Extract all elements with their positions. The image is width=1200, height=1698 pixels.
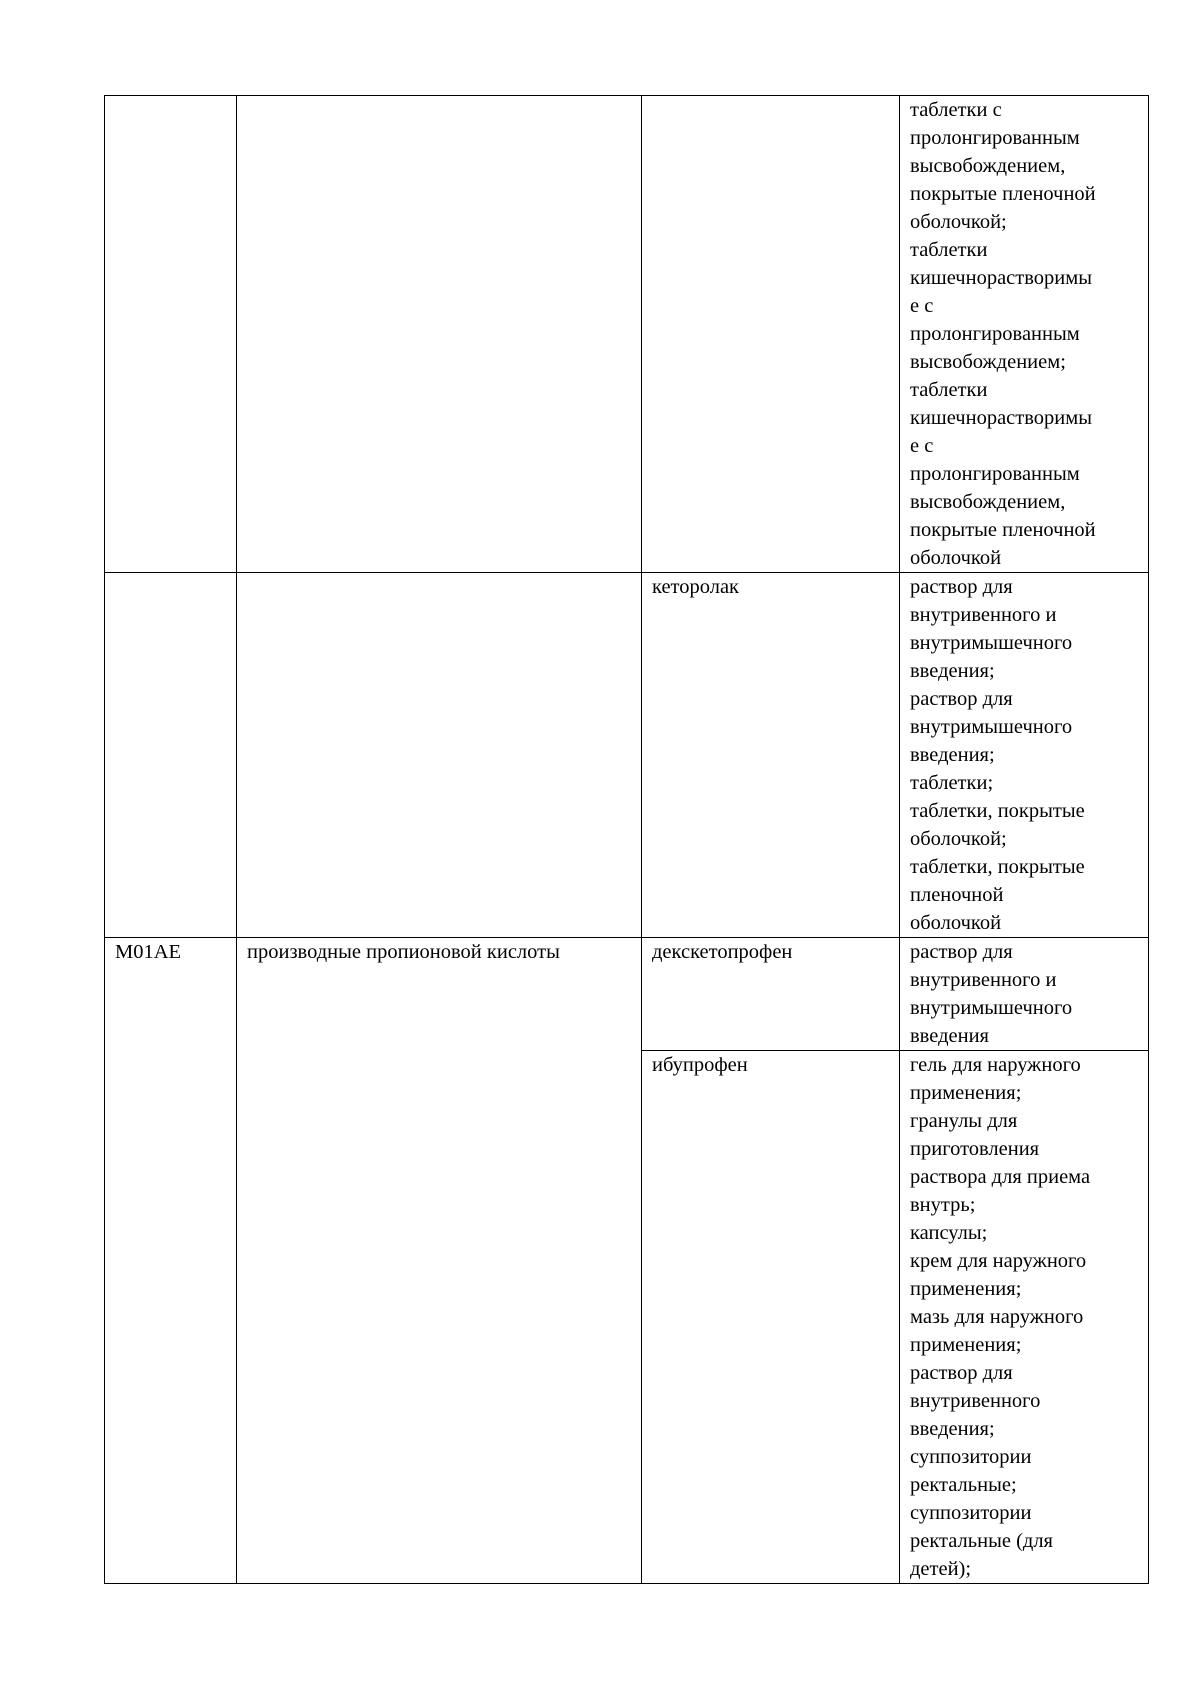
dosage-form-line: приготовления: [910, 1138, 1040, 1160]
dosage-form-line: капсулы;: [910, 1222, 988, 1244]
dosage-form-line: оболочкой;: [910, 211, 1007, 233]
dosage-form-line: оболочкой: [910, 547, 1002, 569]
dosage-form-line: высвобождением,: [910, 491, 1066, 513]
drug-name-cell: ибупрофен: [642, 1051, 900, 1584]
atc-code-cell: M01AE: [105, 938, 237, 1584]
table-row: [105, 96, 1149, 573]
dosage-form-line: введения;: [910, 660, 995, 682]
dosage-form-line: пленочной: [910, 884, 1004, 906]
dosage-forms-cell: [900, 96, 1149, 573]
dosage-form-line: таблетки: [910, 379, 988, 401]
dosage-form-line: введения;: [910, 744, 995, 766]
table-row: [105, 573, 1149, 938]
dosage-form-line: внутримышечного: [910, 997, 1073, 1019]
pharmacological-group-cell: [237, 96, 642, 573]
drug-classification-table: [104, 95, 1149, 1584]
dosage-form-line: применения;: [910, 1278, 1022, 1300]
drug-name-cell: декскетопрофен: [642, 938, 900, 1051]
dosage-form-line: раствор для: [910, 688, 1013, 710]
dosage-form-line: раствор для: [910, 941, 1013, 963]
pharmacological-group-cell: производные пропионовой кислоты: [237, 938, 642, 1584]
dosage-form-line: раствор для: [910, 576, 1013, 598]
dosage-form-line: пролонгированным: [910, 463, 1080, 485]
dosage-form-line: раствор для: [910, 1362, 1013, 1384]
dosage-form-line: крем для наружного: [910, 1250, 1087, 1272]
drug-name-cell: кеторолак: [642, 573, 900, 938]
atc-code-cell: [105, 573, 237, 938]
dosage-form-line: е с: [910, 295, 934, 317]
dosage-form-line: покрытые пленочной: [910, 519, 1096, 541]
dosage-form-line: внутримышечного: [910, 716, 1073, 738]
dosage-forms-cell: [900, 1051, 1149, 1584]
dosage-form-line: оболочкой;: [910, 828, 1007, 850]
dosage-form-line: ректальные;: [910, 1474, 1017, 1496]
dosage-form-line: таблетки: [910, 239, 988, 261]
dosage-form-line: суппозитории: [910, 1502, 1032, 1524]
dosage-form-line: внутримышечного: [910, 632, 1073, 654]
dosage-form-line: кишечнорастворимы: [910, 407, 1092, 429]
dosage-form-line: е с: [910, 435, 934, 457]
dosage-form-line: кишечнорастворимы: [910, 267, 1092, 289]
dosage-form-line: раствора для приема: [910, 1166, 1091, 1188]
dosage-form-line: внутривенного: [910, 1390, 1041, 1412]
dosage-form-line: внутривенного и: [910, 969, 1057, 991]
dosage-forms-cell: [900, 938, 1149, 1051]
dosage-form-line: таблетки, покрытые: [910, 800, 1085, 822]
dosage-form-line: оболочкой: [910, 912, 1002, 934]
dosage-form-line: внутрь;: [910, 1194, 976, 1216]
dosage-form-line: таблетки;: [910, 772, 994, 794]
dosage-form-line: введения;: [910, 1418, 995, 1440]
atc-code-cell: [105, 96, 237, 573]
dosage-form-line: мазь для наружного: [910, 1306, 1084, 1328]
pharmacological-group-cell: [237, 573, 642, 938]
dosage-form-line: таблетки с: [910, 99, 1002, 121]
dosage-form-line: применения;: [910, 1334, 1022, 1356]
drug-name-cell: [642, 96, 900, 573]
dosage-form-line: высвобождением,: [910, 155, 1066, 177]
dosage-form-line: детей);: [910, 1558, 972, 1580]
dosage-form-line: пролонгированным: [910, 127, 1080, 149]
dosage-form-line: гранулы для: [910, 1110, 1018, 1132]
dosage-form-line: гель для наружного: [910, 1054, 1081, 1076]
dosage-form-line: высвобождением;: [910, 351, 1066, 373]
dosage-form-line: применения;: [910, 1082, 1022, 1104]
dosage-form-line: суппозитории: [910, 1446, 1032, 1468]
dosage-form-line: покрытые пленочной: [910, 183, 1096, 205]
dosage-forms-cell: [900, 573, 1149, 938]
table-row: [105, 938, 1149, 1051]
dosage-form-line: введения: [910, 1025, 989, 1047]
dosage-form-line: внутривенного и: [910, 604, 1057, 626]
dosage-form-line: таблетки, покрытые: [910, 856, 1085, 878]
dosage-form-line: пролонгированным: [910, 323, 1080, 345]
dosage-form-line: ректальные (для: [910, 1530, 1053, 1552]
